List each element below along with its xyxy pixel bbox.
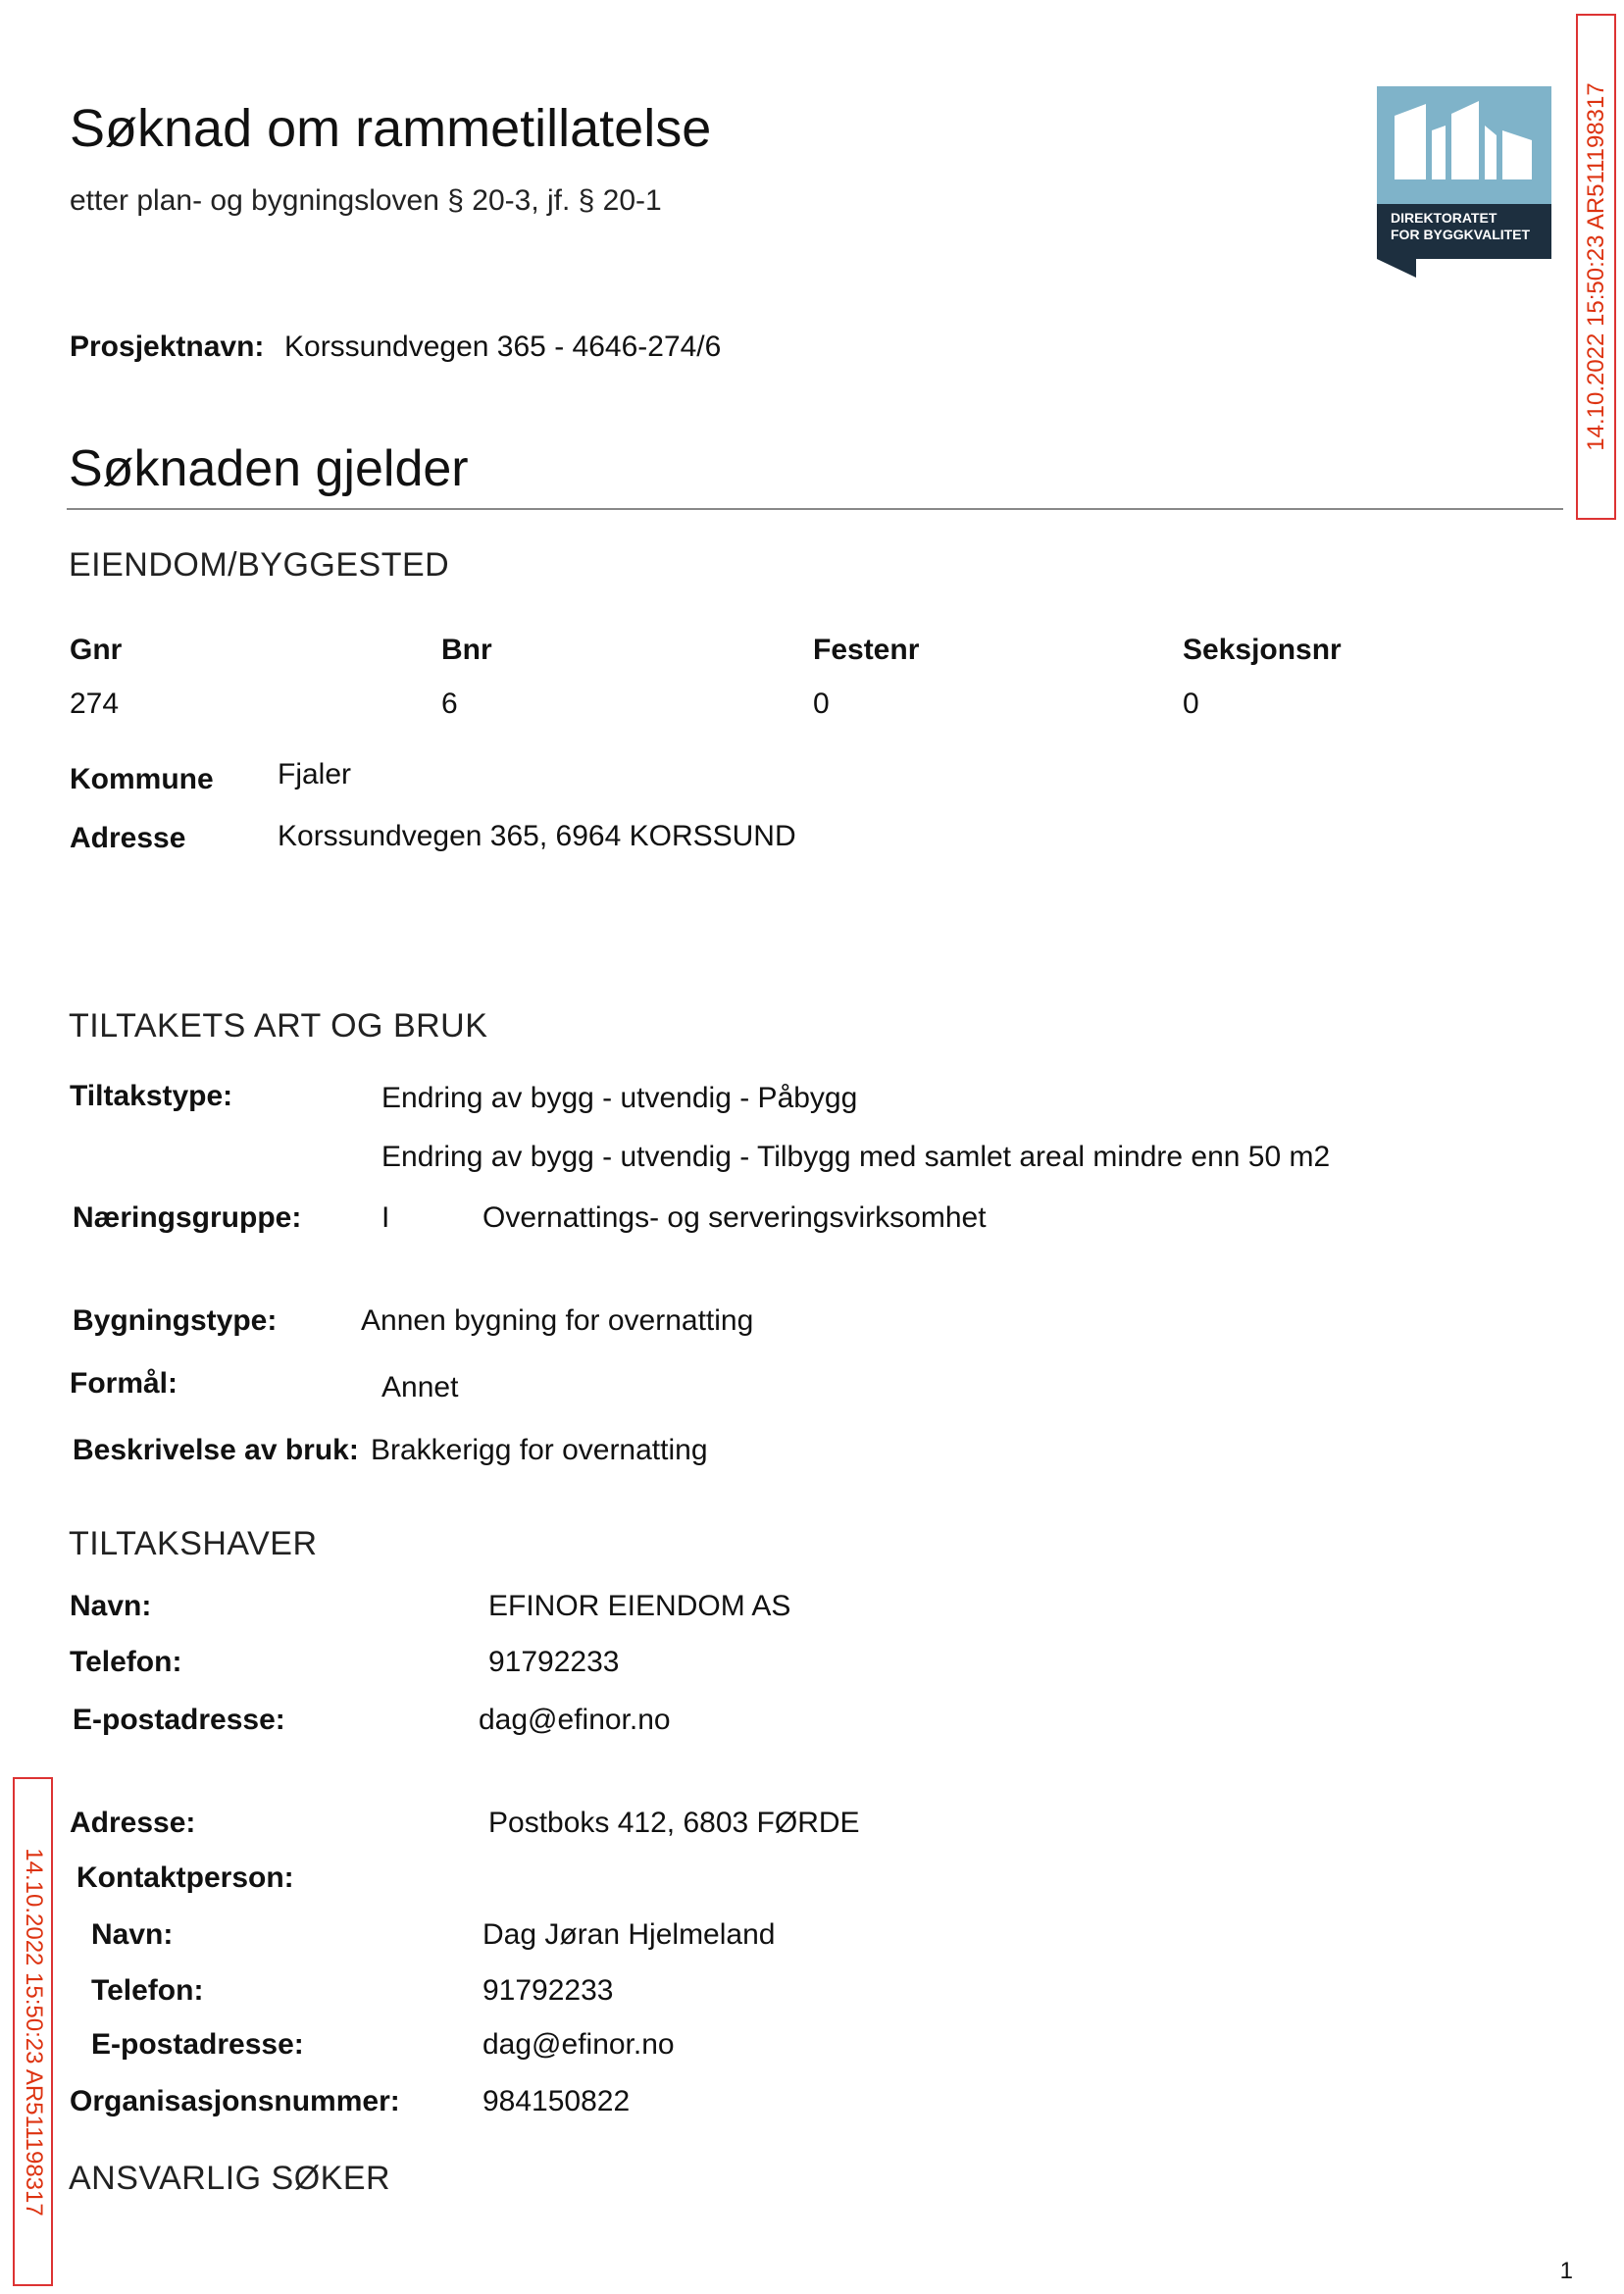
navn-label: Navn: [70, 1590, 152, 1622]
adresse-label: Adresse [70, 822, 186, 854]
kommune-label: Kommune [70, 763, 214, 795]
bygningstype-label: Bygningstype: [73, 1304, 278, 1337]
orgnr-label: Organisasjonsnummer: [70, 2085, 400, 2117]
page-title: Søknad om rammetillatelse [70, 99, 712, 158]
section-heading: Søknaden gjelder [69, 440, 469, 497]
col-bnr: Bnr [441, 634, 492, 666]
orgnr-value: 984150822 [482, 2085, 631, 2117]
dibk-logo-icon [1377, 86, 1551, 278]
epost-label: E-postadresse: [73, 1704, 285, 1736]
kontakt-telefon-value: 91792233 [482, 1974, 614, 2007]
formaal-value: Annet [381, 1371, 459, 1403]
beskrivelse-value: Brakkerigg for overnatting [371, 1434, 708, 1466]
kontakt-navn-value: Dag Jøran Hjelmeland [482, 1918, 776, 1951]
tiltakstype-value-1: Endring av bygg - utvendig - Påbygg [381, 1082, 858, 1114]
adresse-value: Korssundvegen 365, 6964 KORSSUND [278, 820, 796, 852]
project-label: Prosjektnavn: [70, 331, 265, 363]
beskrivelse-label: Beskrivelse av bruk: [73, 1434, 359, 1466]
timestamp-stamp-left [13, 1777, 53, 2286]
kommune-value: Fjaler [278, 758, 352, 790]
stamp-text: 14.10.2022 15:50:23 AR511198317 [1582, 82, 1609, 451]
section-divider [67, 508, 1563, 510]
adresse-tiltakshaver-value: Postboks 412, 6803 FØRDE [488, 1807, 860, 1839]
project-value: Korssundvegen 365 - 4646-274/6 [284, 331, 722, 363]
logo-text-line1: DIREKTORATET [1391, 210, 1497, 226]
page-number: 1 [1559, 2258, 1573, 2284]
formaal-label: Formål: [70, 1367, 178, 1400]
telefon-value: 91792233 [488, 1646, 620, 1678]
stamp-text: 14.10.2022 15:50:23 AR511198317 [20, 1847, 47, 2217]
timestamp-stamp-right [1576, 14, 1616, 520]
value-festenr: 0 [813, 688, 830, 720]
value-gnr: 274 [70, 688, 120, 720]
telefon-label: Telefon: [70, 1646, 182, 1678]
tiltak-heading: TILTAKETS ART OG BRUK [69, 1007, 488, 1045]
naering-value: Overnattings- og serveringsvirksomhet [482, 1201, 987, 1234]
value-bnr: 6 [441, 688, 458, 720]
kontakt-epost-value: dag@efinor.no [482, 2028, 675, 2061]
navn-value: EFINOR EIENDOM AS [488, 1590, 791, 1622]
ansvarlig-heading: ANSVARLIG SØKER [69, 2160, 391, 2197]
tiltakstype-value-2: Endring av bygg - utvendig - Tilbygg med samlet areal mindre enn 50 m2 [381, 1141, 1331, 1173]
logo-text-line2: FOR BYGGKVALITET [1391, 227, 1531, 242]
tiltakshaver-heading: TILTAKSHAVER [69, 1525, 318, 1562]
value-seksjonsnr: 0 [1183, 688, 1199, 720]
naering-code: I [381, 1201, 390, 1234]
dibk-logo [1377, 86, 1551, 278]
col-festenr: Festenr [813, 634, 920, 666]
page-subtitle: etter plan- og bygningsloven § 20-3, jf. § 20-1 [70, 184, 662, 217]
col-gnr: Gnr [70, 634, 123, 666]
kontakt-epost-label: E-postadresse: [91, 2028, 304, 2061]
naering-label: Næringsgruppe: [73, 1201, 302, 1234]
bygningstype-value: Annen bygning for overnatting [361, 1304, 754, 1337]
kontakt-navn-label: Navn: [91, 1918, 174, 1951]
adresse-tiltakshaver-label: Adresse: [70, 1807, 196, 1839]
kontaktperson-label: Kontaktperson: [76, 1861, 294, 1894]
kontakt-telefon-label: Telefon: [91, 1974, 204, 2007]
col-seksjonsnr: Seksjonsnr [1183, 634, 1342, 666]
eiendom-heading: EIENDOM/BYGGESTED [69, 546, 450, 584]
tiltakstype-label: Tiltakstype: [70, 1080, 233, 1112]
epost-value: dag@efinor.no [479, 1704, 671, 1736]
